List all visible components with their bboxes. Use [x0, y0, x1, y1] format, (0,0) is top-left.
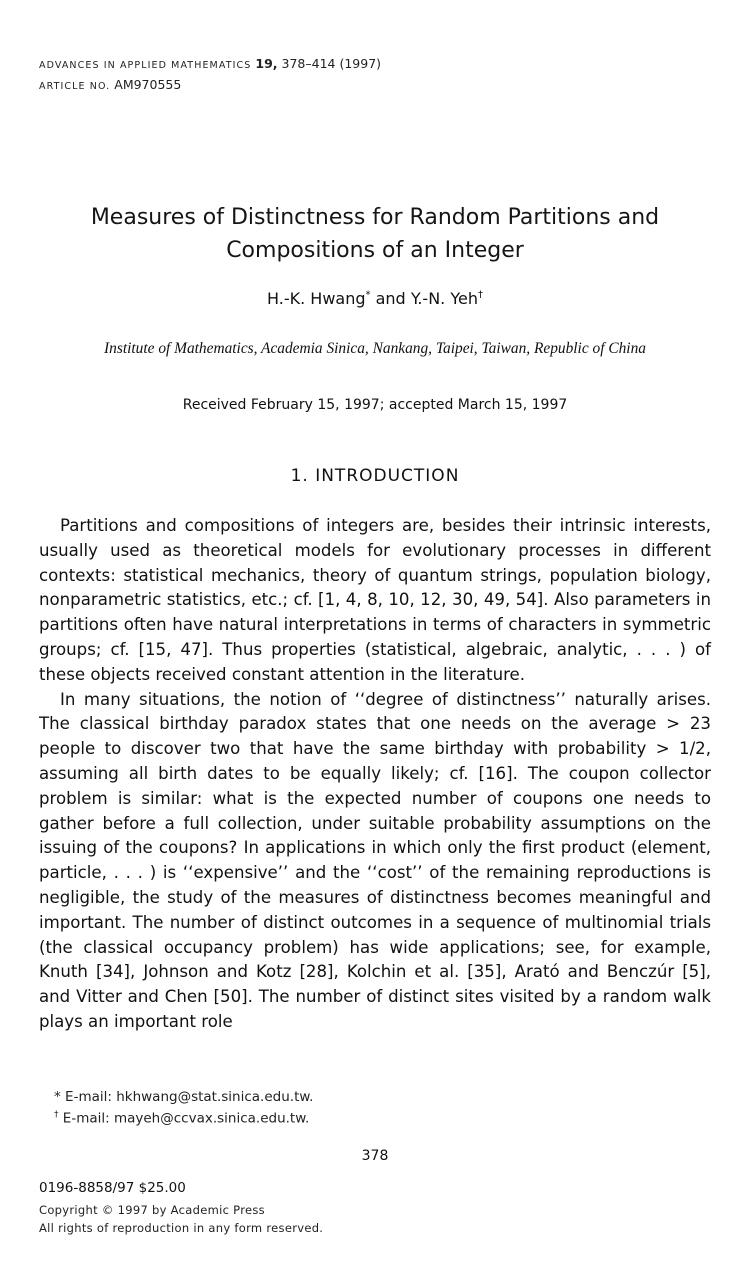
section-heading: 1. INTRODUCTION [290, 466, 460, 486]
author-yeh: Y.-N. Yeh [410, 289, 478, 308]
affiliation: Institute of Mathematics, Academia Sinica, Nankang, Taipei, Taiwan, Republic of China [104, 340, 646, 357]
journal-name: ADVANCES IN APPLIED MATHEMATICS [39, 60, 252, 71]
paragraph-1: Partitions and compositions of integers are, besides their intrinsic interests, usually used as theoretical models for evolutionary processes in different contexts: statistical mechanics, theory of quantum strings, population biology, nonparametric statistics, etc.; cf. [1, 4, 8, 10, 12, 30, 49, 54]. Also parameters in partitions often have natural interpretations in terms of characters in symmetric groups; cf. [15, 47]. Thus properties (statistical, algebraic, analytic, . . . ) of these objects received constant attention in the literature. [39, 516, 711, 684]
footnote-1 [54, 1089, 313, 1105]
author-line [40, 289, 710, 308]
footnote-2 [54, 1110, 309, 1127]
issn-price: 0196-8858/97 $25.00 [39, 1180, 186, 1196]
footnote-1-mark: * [54, 1089, 61, 1105]
body-text [39, 514, 711, 1035]
footnote-2-text: E-mail: mayeh@ccvax.sinica.edu.tw. [62, 1110, 310, 1127]
page-number: 378 [361, 1148, 389, 1164]
article-number-line [39, 77, 181, 92]
paragraph-2: In many situations, the notion of ‘‘degree of distinctness’’ naturally arises. The classical birthday paradox states that one needs on the average > 23 people to discover two that have the same birthday with probability > 1/2, assuming all birth dates to be equally likely; cf. [16]. The coupon collector problem is similar: what is the expected number of coupons one needs to gather before a full collection, under suitable probability assumptions on the issuing of the coupons? In applications in which only the first product (element, particle, . . . ) is ‘‘expensive’’ and the ‘‘cost’’ of the remaining reproductions is negligible, the study of the measures of distinctness becomes meaningful and important. The number of distinct outcomes in a sequence of multinomial trials (the classical occupancy problem) has wide applications; see, for example, Knuth [34], Johnson and Kotz [28], Kolchin et al. [35], Arató and Benczúr [5], and Vitter and Chen [50]. The number of distinct sites visited by a random walk plays an important role [39, 689, 711, 1031]
received-dates: Received February 15, 1997; accepted March 15, 1997 [182, 397, 568, 413]
footnote-2-mark: † [54, 1110, 59, 1120]
copyright-line: Copyright © 1997 by Academic Press [39, 1203, 265, 1217]
journal-volume: 19, [255, 56, 278, 71]
and-word: and [375, 289, 406, 308]
article-number: AM970555 [114, 77, 182, 92]
title-line-2: Compositions of an Integer [226, 238, 524, 263]
rights-line: All rights of reproduction in any form reserved. [39, 1221, 324, 1235]
author-hwang: H.-K. Hwang [267, 289, 366, 308]
author1-footnote-mark: * [365, 289, 371, 301]
title-line-1: Measures of Distinctness for Random Partitions and [90, 205, 660, 230]
author2-footnote-mark: † [477, 289, 483, 301]
journal-header [39, 56, 381, 71]
journal-pages-year: 378–414 (1997) [281, 56, 382, 71]
footnote-1-text: E-mail: hkhwang@stat.sinica.edu.tw. [65, 1089, 314, 1105]
paper-title [40, 201, 710, 267]
article-label: ARTICLE NO. [39, 81, 111, 92]
